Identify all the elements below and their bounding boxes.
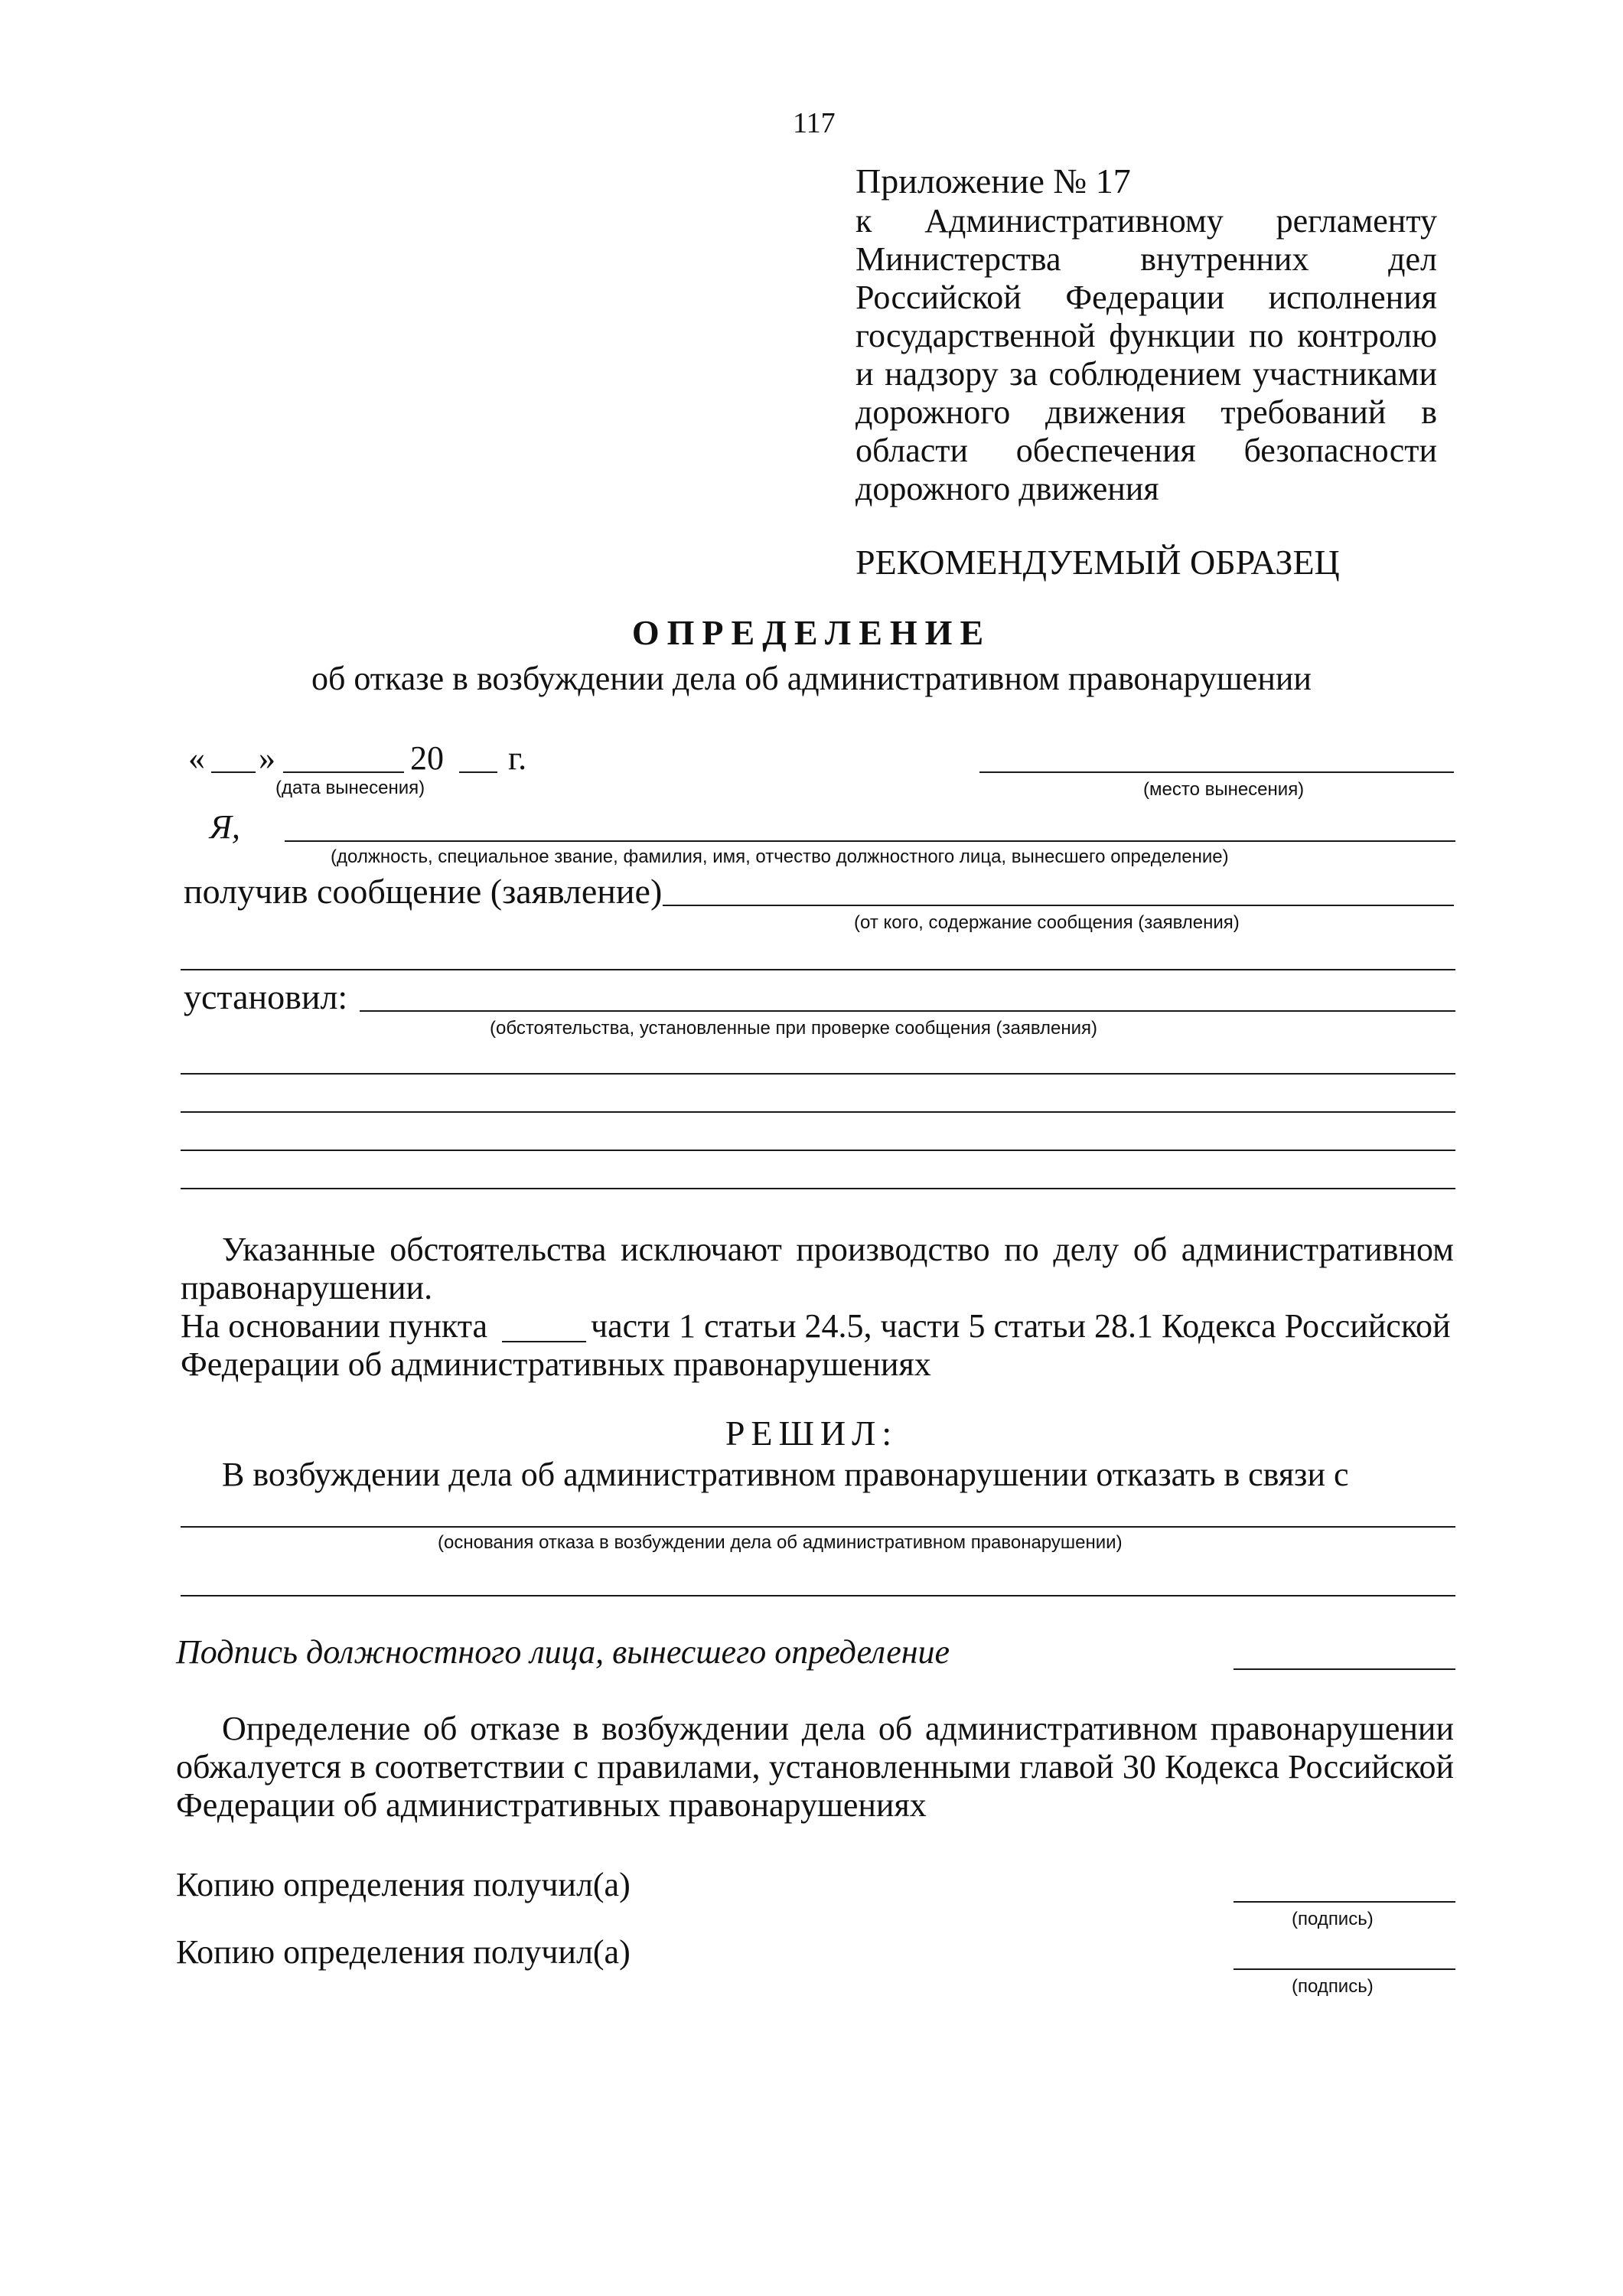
officer-field[interactable] (285, 840, 1455, 842)
appendix-line: Российской Федерации исполнения (855, 279, 1437, 316)
copy-received-label: Копию определения получил(а) (176, 1866, 631, 1903)
circumstances-line-2: правонарушении. (181, 1269, 433, 1306)
appendix-line: области обеспечения безопасности (855, 432, 1437, 469)
appendix-line: к Административному регламенту (855, 202, 1437, 240)
date-close-quote: » (259, 739, 275, 777)
document-title: ОПРЕДЕЛЕНИЕ (631, 613, 992, 652)
decided-heading: РЕШИЛ: (725, 1414, 898, 1453)
officer-caption: (должность, специальное звание, фамилия, имя, отчество должностного лица, вынесшего определение) (331, 846, 1229, 867)
signature-field[interactable] (1234, 1668, 1455, 1670)
appeal-line-2: обжалуется в соответствии с правилами, установленными главой 30 Кодекса Российской (176, 1748, 1454, 1786)
page-number: 117 (793, 107, 836, 139)
year-field[interactable] (459, 771, 497, 773)
year-suffix: г. (508, 739, 527, 777)
refusal-caption: (основания отказа в возбуждении дела об административном правонарушении) (438, 1532, 1123, 1553)
month-field[interactable] (283, 771, 404, 773)
basis-prefix: На основании пункта (181, 1307, 488, 1345)
established-line[interactable] (181, 1188, 1455, 1189)
appendix-line: дорожного движения требований в (855, 393, 1437, 431)
copy-signature-caption: (подпись) (1292, 1909, 1374, 1929)
refusal-field[interactable] (181, 1526, 1455, 1528)
established-field[interactable] (360, 1010, 1455, 1012)
day-field[interactable] (211, 771, 256, 773)
copy-signature-caption: (подпись) (1292, 1976, 1374, 1997)
copy-received-label: Копию определения получил(а) (176, 1933, 631, 1971)
sample-label: РЕКОМЕНДУЕМЫЙ ОБРАЗЕЦ (855, 543, 1340, 582)
message-label: получив сообщение (заявление) (184, 872, 663, 911)
date-caption: (дата вынесения) (275, 778, 425, 798)
signature-label: Подпись должностного лица, вынесшего определение (176, 1633, 950, 1671)
appeal-line-3: Федерации об административных правонарушениях (176, 1786, 927, 1824)
message-field[interactable] (663, 905, 1454, 906)
appeal-line-1: Определение об отказе в возбуждении дела об административном правонарушении (222, 1710, 1454, 1747)
officer-prefix: Я, (210, 808, 240, 846)
established-line[interactable] (181, 1150, 1455, 1151)
place-caption: (место вынесения) (1143, 779, 1305, 800)
refusal-field-continuation[interactable] (181, 1595, 1455, 1596)
appendix-line: дорожного движения (855, 470, 1159, 507)
refusal-text: В возбуждении дела об административном правонарушении отказать в связи с (222, 1456, 1349, 1493)
place-field[interactable] (979, 771, 1454, 773)
appendix-line: Министерства внутренних дел (855, 240, 1437, 278)
appendix-line: государственной функции по контролю (855, 317, 1437, 354)
established-line[interactable] (181, 1073, 1455, 1075)
copy-signature-field[interactable] (1234, 1901, 1455, 1903)
basis-line-2: Федерации об административных правонарушениях (181, 1345, 931, 1383)
document-subtitle: об отказе в возбуждении дела об административном правонарушении (311, 660, 1312, 697)
appendix-title: Приложение № 17 (855, 161, 1131, 201)
basis-suffix: части 1 статьи 24.5, части 5 статьи 28.1 Кодекса Российской (591, 1307, 1451, 1345)
date-open-quote: « (188, 739, 205, 777)
basis-point-field[interactable] (502, 1341, 586, 1342)
established-label: установил: (184, 977, 348, 1016)
copy-signature-field[interactable] (1234, 1968, 1455, 1970)
established-caption: (обстоятельства, установленные при проверке сообщения (заявления) (490, 1018, 1098, 1039)
message-caption: (от кого, содержание сообщения (заявления) (854, 912, 1240, 933)
appendix-line: и надзору за соблюдением участниками (855, 355, 1437, 393)
established-line[interactable] (181, 1111, 1455, 1113)
circumstances-line-1: Указанные обстоятельства исключают производство по делу об административном (222, 1231, 1454, 1268)
year-prefix: 20 (410, 739, 444, 777)
message-field-continuation[interactable] (181, 969, 1455, 970)
